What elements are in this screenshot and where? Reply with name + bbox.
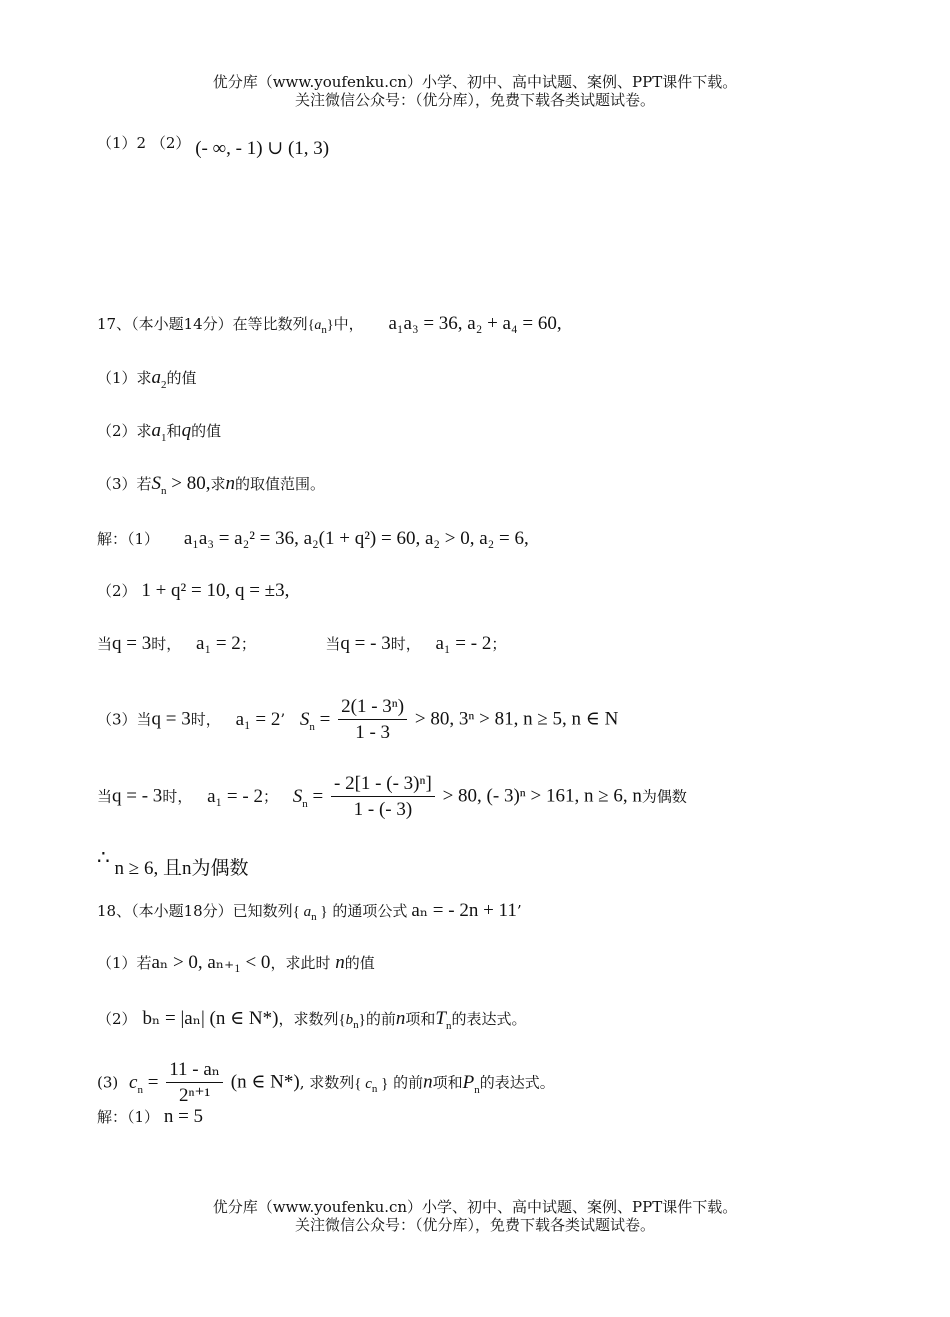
header-line-2: 关注微信公众号：（优分库），免费下载各类试题试卷。 (294, 91, 655, 109)
q17-part-2: （2）求$a_1$和q的值 (97, 420, 222, 444)
previous-answer: （1）2 （2） (- ∞, - 1) ∪ (1, 3) (97, 134, 330, 159)
cn-fraction: $\frac{\text{11 - aₙ}}{\text{2ⁿ⁺¹}}$ (166, 1058, 223, 1109)
footer-line-2: 关注微信公众号：（优分库），免费下载各类试题试卷。 (294, 1216, 655, 1234)
sn-negative-fraction: $\frac{\text{- 2[1 - (- 3)ⁿ]}}{1 - (- 3)}$ (331, 772, 435, 823)
q18-stem: 18、（本小题18分）已知数列{ $a_n$ } 的通项公式 aₙ = - 2n + 11’ (97, 900, 522, 923)
q18-solution-1: 解：（1） n = 5 (97, 1106, 204, 1127)
q17-solution-1: 解：（1） a₁a₃ = a₂² = 36, a₂(1 + q²) = 60, a₂ > 0, a₂ = 6, (97, 528, 529, 549)
q18-part-1: （1）若aₙ > 0, aₙ₊₁ < 0，求此时 n的值 (97, 952, 375, 973)
header-line-1: 优分库（www.youfenku.cn）小学、初中、高中试题、案例、PPT课件下载。 (212, 73, 738, 91)
q17-solution-2: （2） 1 + q² = 10, q = ±3, (97, 580, 290, 601)
q17-cases: 当q = 3时， a₁ = 2； 当q = - 3时， a₁ = - 2； (97, 633, 507, 654)
q17-conclusion: ∴ n ≥ 6, 且n为偶数 (97, 845, 249, 879)
q17-stem: 17、（本小题14分）在等比数列$\{a_n\}$中， a₁a₃ = 36, a₂ + a₄ = 60, (97, 313, 562, 336)
q18-part-3: (3) $c_n$ = $\frac{\text{11 - aₙ}}{\text{2ⁿ⁺¹}}$ (n ∈ N*), 求数列{ $c_n$ } 的前n项和$P_n$的表达式。 (97, 1058, 555, 1109)
q17-part-1: （1）求$a_2$的值 (97, 367, 197, 391)
q17-part-3: （3）若$S_n > 80$,求n的取值范围。 (97, 473, 326, 497)
q17-solution-3-positive: （3）当q = 3时， a₁ = 2’ $S_n$ = $\frac{\text{2(1 - 3ⁿ)}}{1 - 3}$ > 80, 3ⁿ > 81, n ≥ 5, n ∈ N (97, 695, 618, 746)
q18-part-2: （2） bₙ = |aₙ| (n ∈ N*)，求数列$\{b_n\}$的前n项和$T_n$的表达式。 (97, 1008, 527, 1032)
q17-solution-3-negative: 当q = - 3时， a₁ = - 2； $S_n$ = $\frac{\text{- 2[1 - (- 3)ⁿ]}}{1 - (- 3)}$ > 80, (- 3)ⁿ > 161, n ≥ 6, n为偶数 (97, 772, 687, 823)
footer-line-1: 优分库（www.youfenku.cn）小学、初中、高中试题、案例、PPT课件下载。 (212, 1198, 738, 1216)
sn-positive-fraction: $\frac{\text{2(1 - 3ⁿ)}}{1 - 3}$ (338, 695, 407, 746)
